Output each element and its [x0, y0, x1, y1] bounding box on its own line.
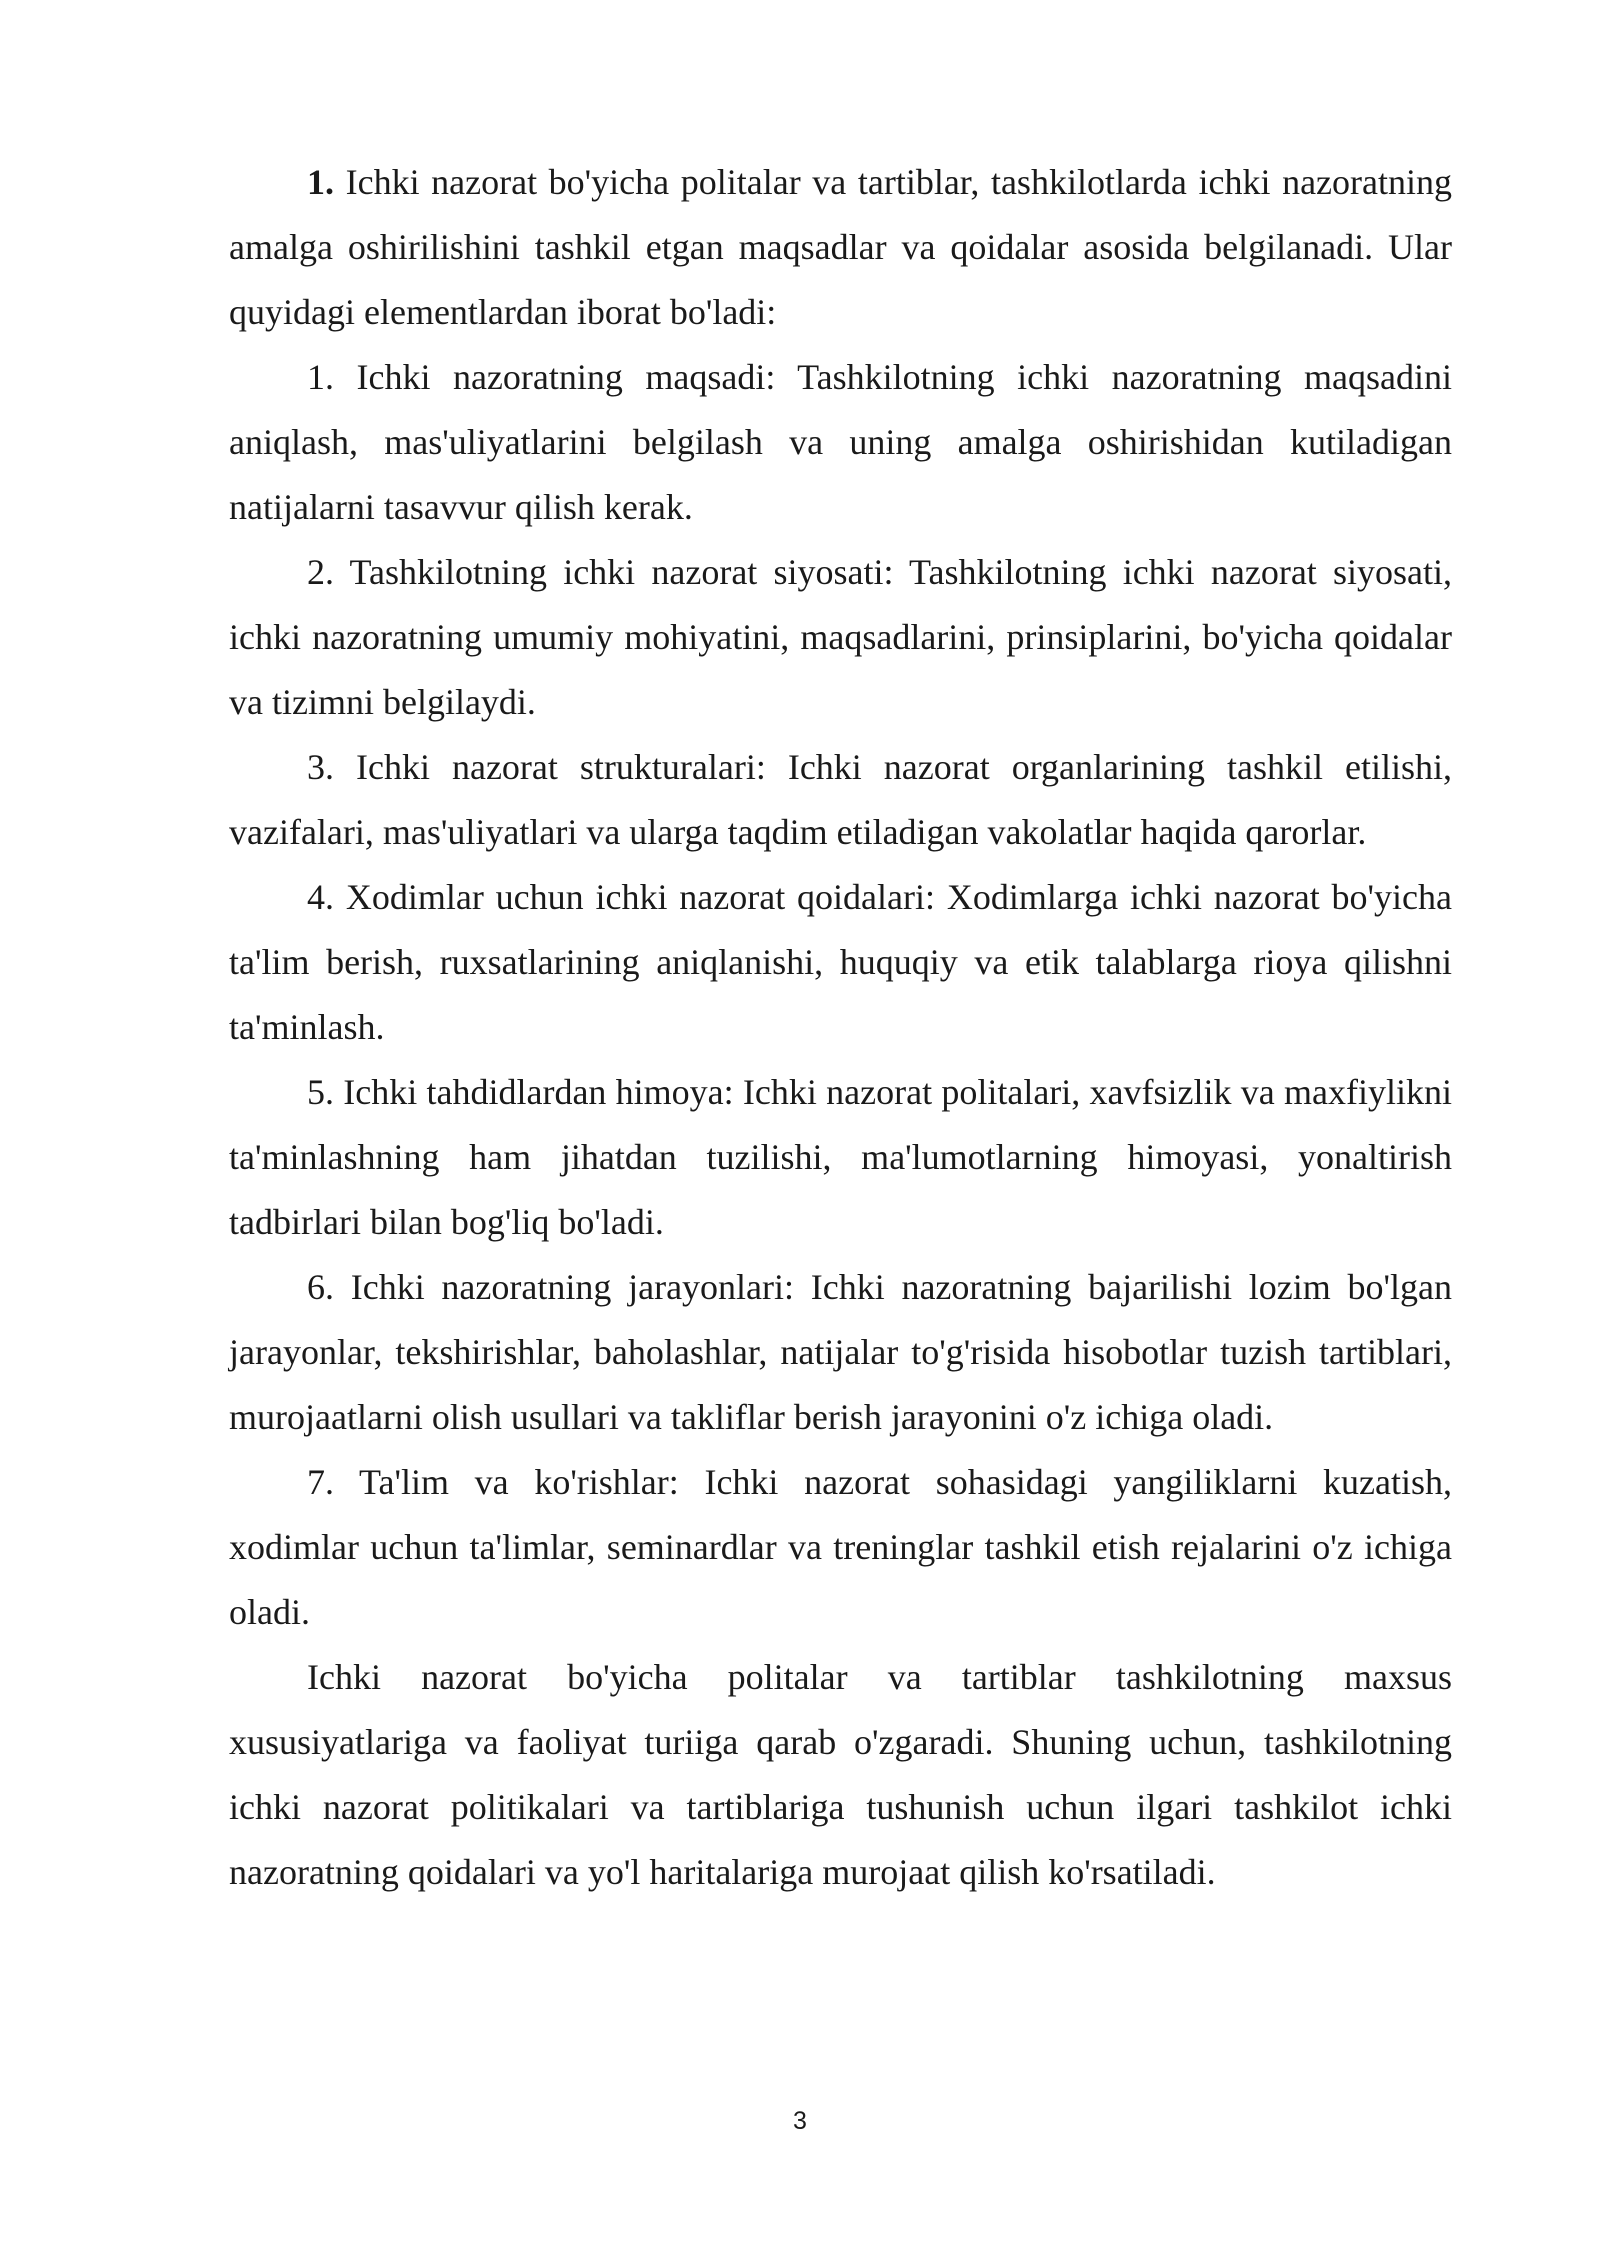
page-number: 3 — [793, 2107, 807, 2135]
list-item: 3. Ichki nazorat strukturalari: Ichki nazorat organlarining tashkil etilishi, vazifalari, mas'uliyatlari va ularga taqdim etiladigan vakolatlar haqida qarorlar. — [229, 747, 1452, 852]
list-item: 4. Xodimlar uchun ichki nazorat qoidalari: Xodimlarga ichki nazorat bo'yicha ta'lim berish, ruxsatlarining aniqlanishi, huquqiy va etik talablarga rioya qilishni ta'minlash. — [229, 877, 1452, 1047]
section-number: 1. — [307, 162, 334, 202]
page-body — [229, 150, 1452, 1905]
list-item: 1. Ichki nazoratning maqsadi: Tashkilotning ichki nazoratning maqsadini aniqlash, mas'uliyatlarini belgilash va uning amalga oshirishidan kutiladigan natijalarni tasavvur qilish kerak. — [229, 357, 1452, 527]
list-item: 2. Tashkilotning ichki nazorat siyosati: Tashkilotning ichki nazorat siyosati, ichki nazoratning umumiy mohiyatini, maqsadlarini, prinsiplarini, bo'yicha qoidalar va tizimni belgilaydi. — [229, 552, 1452, 722]
list-item: 6. Ichki nazoratning jarayonlari: Ichki nazoratning bajarilishi lozim bo'lgan jarayonlar, tekshirishlar, baholashlar, natijalar to'g'risida hisobotlar tuzish tartiblari, murojaatlarni olish usullari va takliflar berish jarayonini o'z ichiga oladi. — [229, 1267, 1452, 1437]
conclusion-paragraph: Ichki nazorat bo'yicha politalar va tartiblar tashkilotning maxsus xususiyatlariga va faoliyat turiiga qarab o'zgaradi. Shuning uchun, tashkilotning ichki nazorat politikalari va tartiblariga tushunish uchun ilgari tashkilot ichki nazoratning qoidalari va yo'l haritalariga murojaat qilish ko'rsatiladi. — [229, 1657, 1452, 1892]
list-item: 5. Ichki tahdidlardan himoya: Ichki nazorat politalari, xavfsizlik va maxfiylikni ta'minlashning ham jihatdan tuzilishi, ma'lumotlarning himoyasi, yonaltirish tadbirlari bilan bog'liq bo'ladi. — [229, 1072, 1452, 1242]
intro-text: Ichki nazorat bo'yicha politalar va tartiblar, tashkilotlarda ichki nazoratning amalga oshirilishini tashkil etgan maqsadlar va qoidalar asosida belgilanadi. Ular quyidagi elementlardan iborat bo'ladi: — [229, 162, 1452, 332]
intro-paragraph — [229, 150, 1452, 345]
list-item: 7. Ta'lim va ko'rishlar: Ichki nazorat sohasidagi yangiliklarni kuzatish, xodimlar uchun ta'limlar, seminardlar va treninglar tashkil etish rejalarini o'z ichiga oladi. — [229, 1462, 1452, 1632]
